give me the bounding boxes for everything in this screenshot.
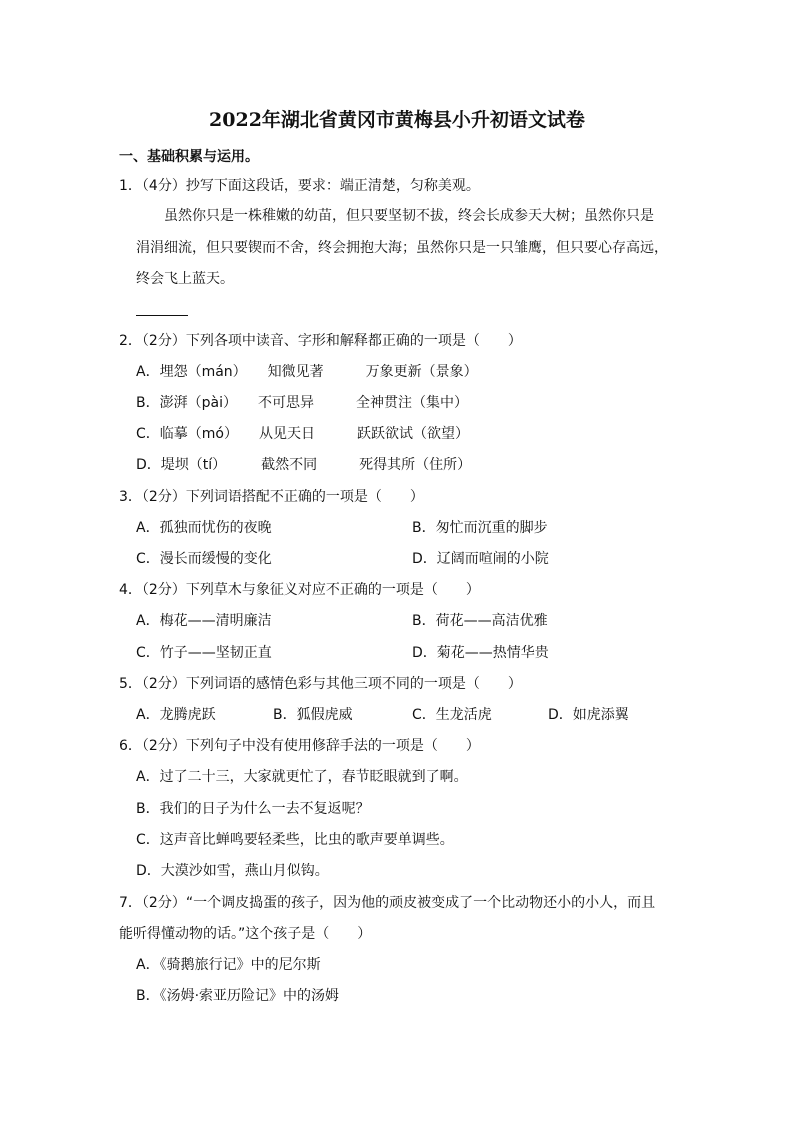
question-2-option-c[interactable]: C．临摹（mó） 从见天日 跃跃欲试（欲望）	[136, 426, 469, 442]
question-2-option-b[interactable]: B．澎湃（pài） 不可思异 全神贯注（集中）	[136, 395, 468, 411]
question-7-stem: 7．（2分）“一个调皮捣蛋的孩子，因为他的顽皮被变成了一个比动物还小的小人，而且	[119, 895, 656, 911]
question-5-option-d[interactable]: D．如虎添翼	[548, 707, 629, 723]
passage-line-2: 涓涓细流，但只要锲而不舍，终会拥抱大海；虽然你只是一只雏鹰，但只要心存高远，	[136, 240, 668, 256]
question-4-option-a[interactable]: A．梅花——清明廉洁	[136, 613, 272, 629]
question-6-stem: 6．（2分）下列句子中没有使用修辞手法的一项是（ ）	[119, 738, 480, 754]
question-5-option-c[interactable]: C．生龙活虎	[412, 707, 492, 723]
question-7-option-b[interactable]: B．《汤姆·索亚历险记》中的汤姆	[136, 988, 340, 1004]
question-4-option-b[interactable]: B．荷花——高洁优雅	[412, 613, 548, 629]
question-6-option-a[interactable]: A．过了二十三，大家就更忙了，春节眨眼就到了啊。	[136, 769, 468, 785]
passage-line-3: 终会飞上蓝天。	[136, 271, 234, 287]
question-7-stem-cont: 能听得懂动物的话。”这个孩子是（ ）	[119, 926, 372, 942]
question-1-stem: 1．（4分）抄写下面这段话，要求：端正清楚，匀称美观。	[119, 178, 480, 194]
question-3-option-b[interactable]: B．匆忙而沉重的脚步	[412, 520, 548, 536]
question-5-option-b[interactable]: B．狐假虎威	[273, 707, 353, 723]
question-2-option-d[interactable]: D．堤坝（tí） 截然不同 死得其所（住所）	[136, 457, 472, 473]
question-4-option-c[interactable]: C．竹子——坚韧正直	[136, 645, 272, 661]
question-3-stem: 3．（2分）下列词语搭配不正确的一项是（ ）	[119, 489, 424, 505]
question-2-stem: 2．（2分）下列各项中读音、字形和解释都正确的一项是（ ）	[119, 333, 522, 349]
question-3-option-a[interactable]: A．孤独而忧伤的夜晚	[136, 520, 272, 536]
question-6-option-b[interactable]: B．我们的日子为什么一去不复返呢？	[136, 801, 370, 817]
question-5-stem: 5．（2分）下列词语的感情色彩与其他三项不同的一项是（ ）	[119, 676, 522, 692]
question-3-option-d[interactable]: D．辽阔而喧闹的小院	[412, 551, 549, 567]
exam-title: 2022年湖北省黄冈市黄梅县小升初语文试卷	[209, 109, 585, 131]
section-heading: 一、基础积累与运用。	[119, 149, 259, 165]
question-6-option-c[interactable]: C．这声音比蝉鸣要轻柔些，比虫的歌声要单调些。	[136, 832, 454, 848]
question-4-option-d[interactable]: D．菊花——热情华贵	[412, 645, 549, 661]
question-7-option-a[interactable]: A．《骑鹅旅行记》中的尼尔斯	[136, 957, 321, 973]
question-3-option-c[interactable]: C．漫长而缓慢的变化	[136, 551, 272, 567]
question-5-option-a[interactable]: A．龙腾虎跃	[136, 707, 216, 723]
question-2-option-a[interactable]: A．埋怨（mán） 知微见著 万象更新（景象）	[136, 364, 478, 380]
answer-blank-line[interactable]	[136, 315, 188, 316]
passage-line-1: 虽然你只是一株稚嫩的幼苗，但只要坚韧不拔，终会长成参天大树；虽然你只是	[136, 208, 654, 224]
question-6-option-d[interactable]: D．大漠沙如雪，燕山月似钩。	[136, 863, 329, 879]
question-4-stem: 4．（2分）下列草木与象征义对应不正确的一项是（ ）	[119, 582, 480, 598]
